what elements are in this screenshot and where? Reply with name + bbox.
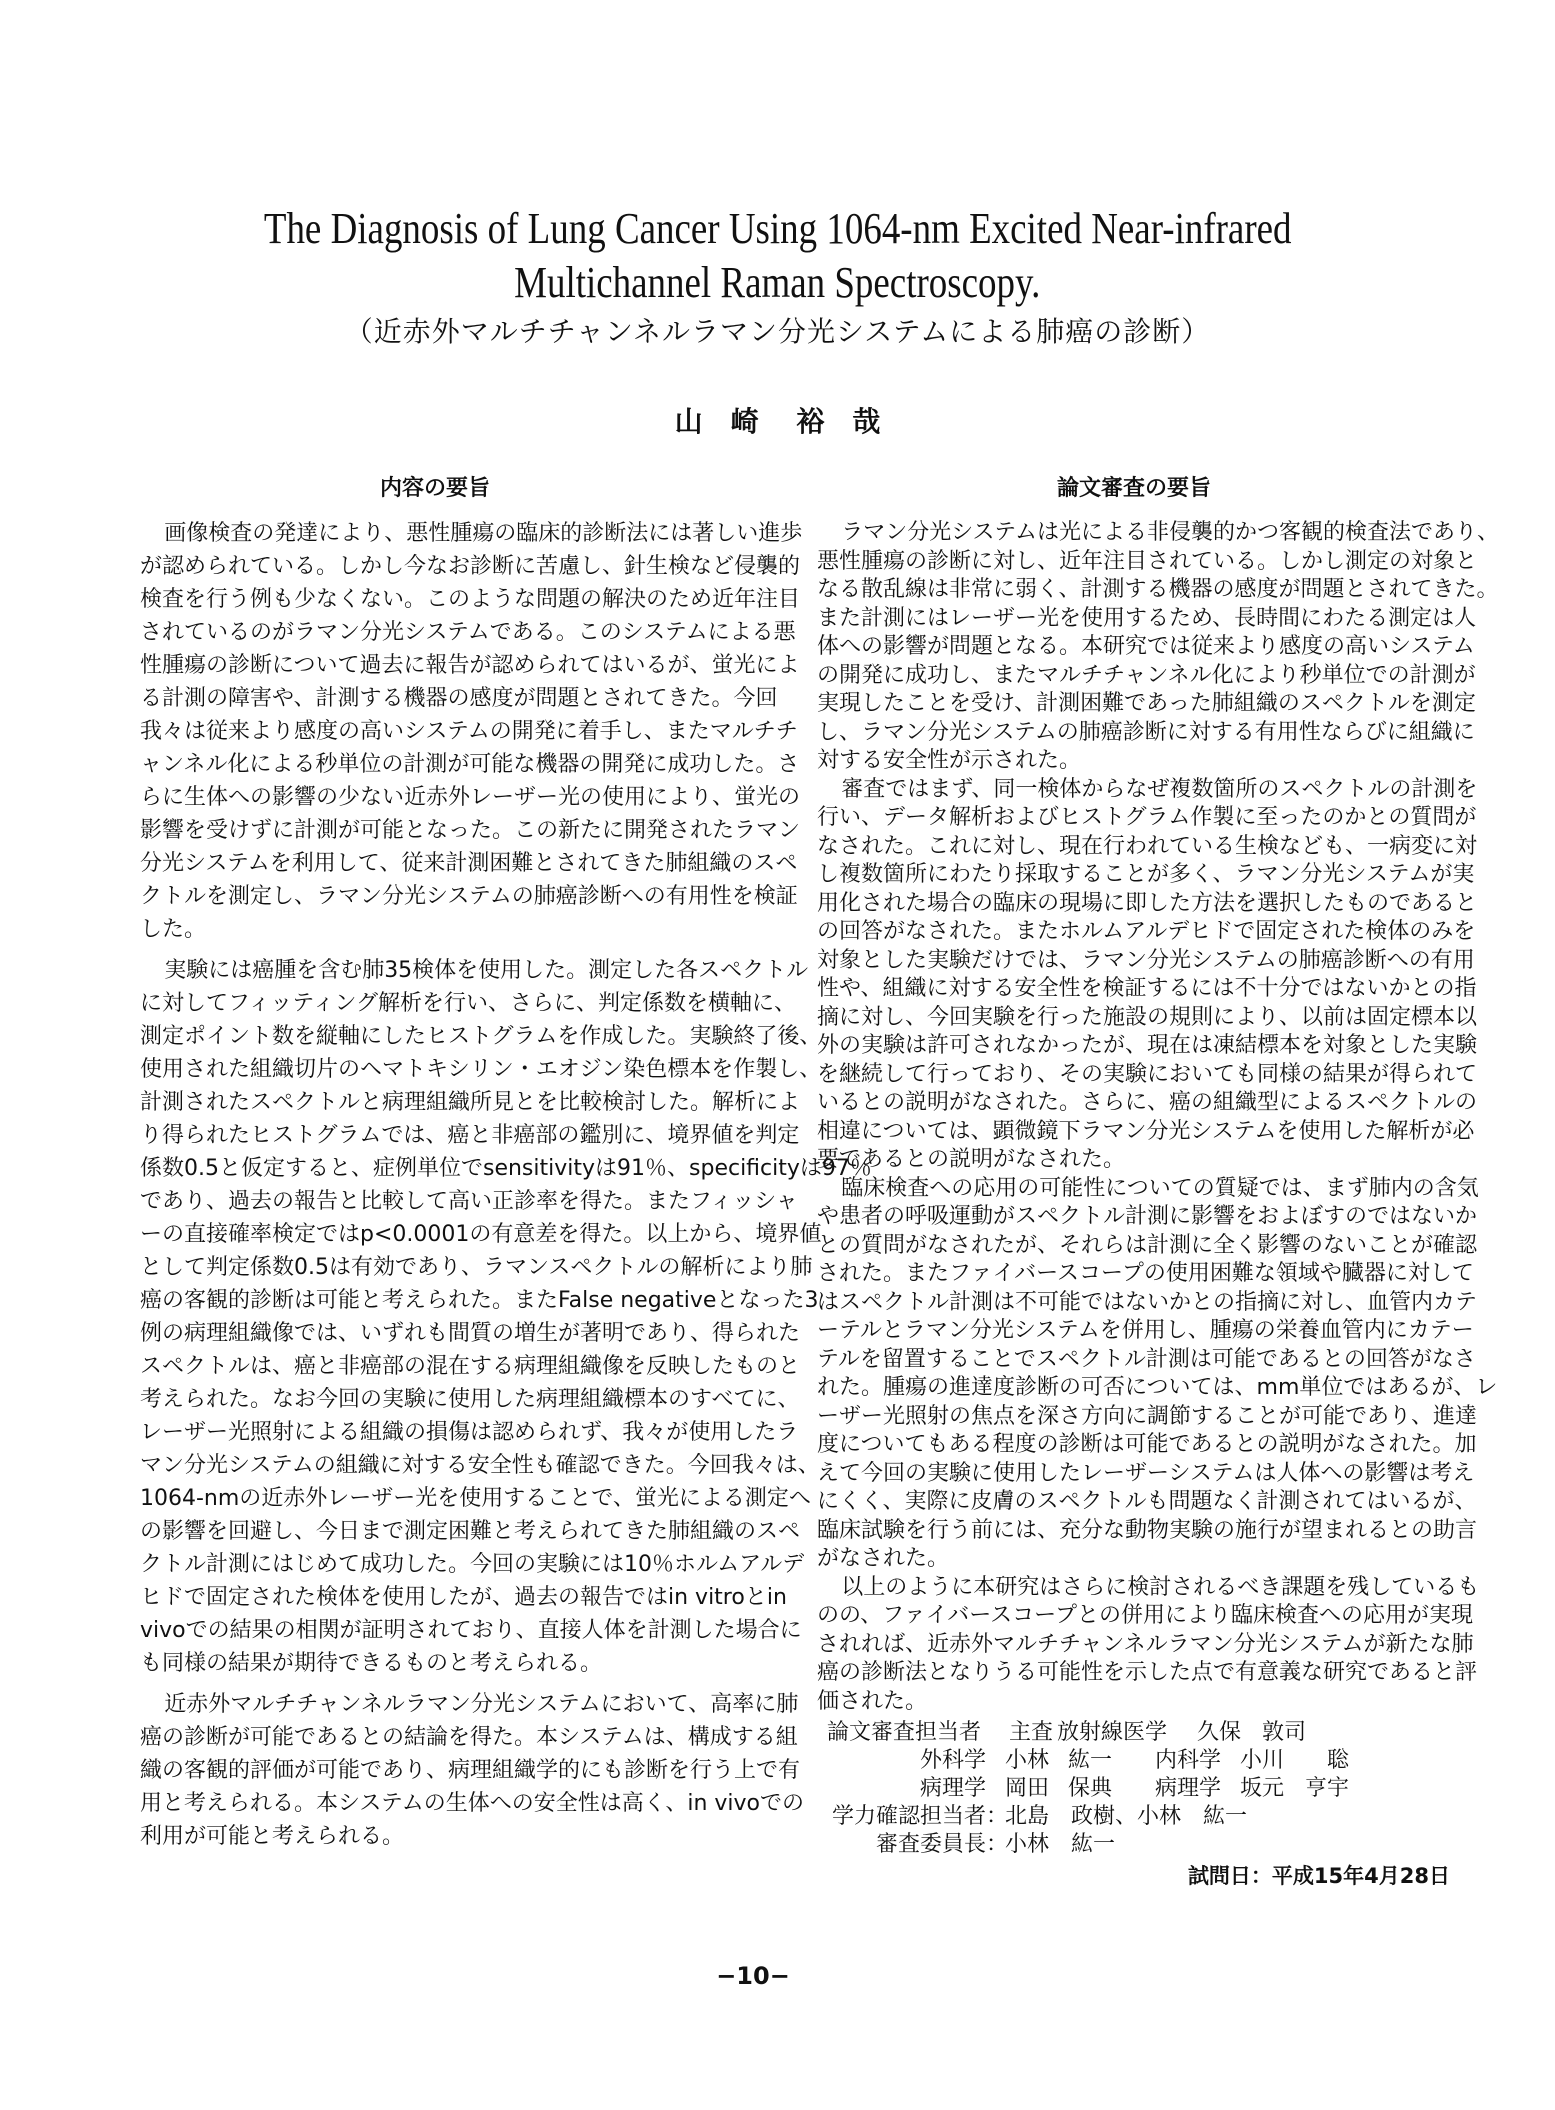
text-line: 価された。 — [817, 1688, 928, 1714]
text-line: 画像検査の発達により、悪性腫瘍の臨床的診断法には著しい進歩 — [164, 521, 803, 546]
committee-role: 主査 — [1009, 1720, 1054, 1745]
text-line: ャンネル化による秒単位の計測が可能な機器の開発に成功した。さ — [140, 752, 800, 777]
author — [0, 400, 1555, 440]
text-line: 実現したことを受け、計測困難であった肺組織のスペクトルを測定 — [817, 691, 1476, 716]
author-given-name: 裕 哉 — [796, 405, 881, 438]
paragraph — [817, 1574, 1480, 1717]
committee-row — [0, 1799, 1555, 1827]
committee-label: 審査委員長： — [876, 1832, 1009, 1857]
committee-family-name: 久保 — [1197, 1720, 1242, 1745]
text-line: 相違については、顕微鏡下ラマン分光システムを使用した解析が必 — [817, 1118, 1475, 1144]
text-line: 癌の診断法となりうる可能性を示した点で有意義な研究であると評 — [817, 1660, 1478, 1685]
text-line: の回答がなされた。またホルムアルデヒドで固定された検体のみを — [817, 919, 1476, 944]
text-line: 測定ポイント数を縦軸にしたヒストグラムを作成した。実験終了後、 — [140, 1024, 822, 1049]
text-line: にくく、実際に皮膚のスペクトルも問題なく計測されてはいるが、 — [817, 1489, 1477, 1514]
committee-names: 小林 紘一 — [1005, 1832, 1116, 1857]
text-line: る計測の障害や、計測する機器の感度が問題とされてきた。今回 — [140, 686, 778, 711]
author-family-name: 山 崎 — [674, 405, 759, 438]
text-line: 係数0.5と仮定すると、症例単位でsensitivityは91％、specificityは97％ — [140, 1156, 872, 1181]
text-line: した。 — [140, 917, 207, 942]
text-line: スペクトルは、癌と非癌部の混在する病理組織像を反映したものと — [140, 1354, 801, 1379]
text-line: また計測にはレーザー光を使用するため、長時間にわたる測定は人 — [817, 605, 1477, 631]
text-line: 外の実験は許可されなかったが、現在は凍結標本を対象とした実験 — [817, 1033, 1478, 1058]
committee-row — [0, 1827, 1555, 1855]
text-line: 用化された場合の臨床の現場に即した方法を選択したものであると — [817, 890, 1478, 916]
text-line: であり、過去の報告と比較して高い正診率を得た。またフィッシャ — [140, 1189, 798, 1214]
text-line: 臨床試験を行う前には、充分な動物実験の施行が望まれるとの助言 — [817, 1517, 1478, 1543]
text-line: し、ラマン分光システムの肺癌診断に対する有用性ならびに組織に — [817, 719, 1475, 745]
summary-column — [140, 517, 872, 1861]
text-line: 要であるとの説明がなされた。 — [817, 1147, 1126, 1172]
review-column — [817, 519, 1499, 1716]
committee-dept: 病理学 — [1155, 1776, 1222, 1801]
title-line-2 — [0, 257, 1555, 308]
text-line: 対象とした実験だけでは、ラマン分光システムの肺癌診断への有用 — [817, 947, 1475, 973]
committee-label: 論文審査担当者 — [827, 1720, 982, 1745]
text-line: 性や、組織に対する安全性を検証するには不十分ではないかとの指 — [817, 976, 1477, 1001]
text-line: ーの直接確率検定ではp<0.0001の有意差を得た。以上から、境界値 — [140, 1222, 822, 1247]
committee-given-name: 紘一 — [1068, 1748, 1113, 1773]
text-line: クトルを測定し、ラマン分光システムの肺癌診断への有用性を検証 — [140, 884, 798, 909]
text-line: 度についてもある程度の診断は可能であるとの説明がなされた。加 — [817, 1432, 1477, 1457]
committee-given-name: 亨宇 — [1305, 1776, 1350, 1801]
paragraph — [140, 954, 872, 1680]
text-line: なる散乱線は非常に弱く、計測する機器の感度が問題とされてきた。 — [817, 577, 1499, 602]
text-line: れた。腫瘍の進達度診断の可否については、mm単位ではあるが、レ — [817, 1375, 1498, 1400]
review-summary-heading: 論文審査の要旨 — [1056, 476, 1211, 501]
japanese-subtitle: （近赤外マルチチャンネルラマン分光システムによる肺癌の診断） — [344, 315, 1211, 348]
text-line: がなされた。 — [817, 1546, 950, 1571]
text-line: 例の病理組織像では、いずれも間質の増生が著明であり、得られた — [140, 1321, 801, 1346]
text-line: いるとの説明がなされた。さらに、癌の組織型によるスペクトルの — [817, 1090, 1478, 1115]
committee-given-name: 敦司 — [1262, 1720, 1307, 1745]
text-line: 審査ではまず、同一検体からなぜ複数箇所のスペクトルの計測を — [841, 776, 1478, 802]
text-line: 性腫瘍の診断について過去に報告が認められてはいるが、蛍光によ — [140, 653, 800, 678]
text-line: らに生体への影響の少ない近赤外レーザー光の使用により、蛍光の — [140, 785, 801, 810]
text-line: 考えられた。なお今回の実験に使用した病理組織標本のすべてに、 — [140, 1387, 800, 1412]
committee-names: 北島 政樹、小林 紘一 — [1005, 1804, 1248, 1829]
text-line: vivoでの結果の相関が証明されており、直接人体を計測した場合に — [140, 1618, 802, 1643]
text-line: 悪性腫瘍の診断に対し、近年注目されている。しかし測定の対象と — [817, 548, 1478, 574]
text-line: 1064-nmの近赤外レーザー光を使用することで、蛍光による測定へ — [140, 1486, 811, 1511]
text-line: マン分光システムの組織に対する安全性も確認できた。今回我々は、 — [140, 1453, 820, 1478]
committee-dept: 内科学 — [1155, 1748, 1222, 1773]
page-number: −10− — [716, 1962, 790, 1990]
text-line: えて今回の実験に使用したレーザーシステムは人体への影響は考え — [817, 1460, 1475, 1486]
text-line: が認められている。しかし今なお診断に苦慮し、針生検など侵襲的 — [140, 554, 801, 579]
text-line: 癌の診断が可能であるとの結論を得た。本システムは、構成する組 — [140, 1725, 798, 1750]
text-line: 摘に対し、今回実験を行った施設の規則により、以前は固定標本以 — [817, 1004, 1478, 1030]
committee-dept: 外科学 — [920, 1748, 987, 1773]
committee-dept: 病理学 — [920, 1776, 987, 1801]
text-line: クトル計測にはじめて成功した。今回の実験には10％ホルムアルデ — [140, 1552, 805, 1577]
text-line: 検査を行う例も少なくない。このような問題の解決のため近年注目 — [140, 587, 801, 612]
text-line: し複数箇所にわたり採取することが多く、ラマン分光システムが実 — [817, 862, 1475, 887]
text-line: 癌の客観的診断は可能と考えられた。またFalse negativeとなった3 — [140, 1288, 819, 1313]
text-line: に対してフィッティング解析を行い、さらに、判定係数を横軸に、 — [140, 991, 797, 1016]
committee-family-name: 岡田 — [1005, 1776, 1050, 1801]
text-line: 使用された組織切片のヘマトキシリン・エオジン染色標本を作製し、 — [140, 1057, 822, 1082]
paragraph — [817, 776, 1478, 1175]
text-line: 行い、データ解析およびヒストグラム作製に至ったのかとの質問が — [817, 805, 1477, 830]
text-line: 利用が可能と考えられる。 — [140, 1824, 405, 1849]
text-line: のの、ファイバースコープとの併用により臨床検査への応用が実現 — [817, 1603, 1474, 1628]
title-line-1 — [0, 203, 1555, 254]
text-line: を継続して行っており、その実験においても同様の結果が得られて — [817, 1061, 1478, 1087]
committee-given-name: 保典 — [1068, 1776, 1113, 1801]
paragraph — [817, 519, 1499, 776]
summary-heading: 内容の要旨 — [379, 476, 490, 501]
text-line: り得られたヒストグラムでは、癌と非癌部の鑑別に、境界値を判定 — [140, 1123, 800, 1148]
text-line: されているのがラマン分光システムである。このシステムによる悪 — [140, 620, 796, 645]
paragraph — [140, 517, 803, 946]
text-line: 分光システムを利用して、従来計測困難とされてきた肺組織のスペ — [140, 851, 798, 876]
text-line: も同様の結果が期待できるものと考えられる。 — [140, 1651, 603, 1676]
committee-row — [0, 1743, 1555, 1771]
text-line: の影響を回避し、今日まで測定困難と考えられてきた肺組織のスペ — [140, 1519, 801, 1544]
committee-row — [0, 1771, 1555, 1799]
text-line: 以上のように本研究はさらに検討されるべき課題を残しているも — [841, 1574, 1480, 1600]
exam-date: 試問日：平成15年4月28日 — [1187, 1864, 1450, 1888]
text-line: 我々は従来より感度の高いシステムの開発に着手し、またマルチチ — [140, 719, 798, 744]
text-line: 体への影響が問題となる。本研究では従来より感度の高いシステム — [817, 634, 1475, 659]
title-text-1: The Diagnosis of Lung Cancer Using 1064-nm Excited Near-infrared — [263, 204, 1292, 253]
text-line: ラマン分光システムは光による非侵襲的かつ客観的検査法であり、 — [841, 520, 1499, 545]
committee-label: 学力確認担当者： — [832, 1804, 1009, 1829]
text-line: テルを留置することでスペクトル計測は可能であるとの回答がなさ — [817, 1346, 1476, 1372]
text-line: 実験には癌腫を含む肺35検体を使用した。測定した各スペクトル — [164, 958, 809, 983]
text-line: との質問がなされたが、それらは計測に全く影響のないことが確認 — [817, 1232, 1478, 1258]
text-line: ヒドで固定された検体を使用したが、過去の報告ではin vitroとin — [140, 1585, 787, 1610]
committee-dept: 放射線医学 — [1057, 1720, 1168, 1745]
title-text-2: Multichannel Raman Spectroscopy. — [514, 258, 1041, 307]
paragraph — [817, 1175, 1498, 1574]
text-line: として判定係数0.5は有効であり、ラマンスペクトルの解析により肺 — [140, 1255, 813, 1280]
text-line: 影響を受けずに計測が可能となった。この新たに開発されたラマン — [140, 818, 801, 843]
text-line: の開発に成功し、またマルチチャンネル化により秒単位での計測が — [817, 662, 1476, 688]
text-line: ーテルとラマン分光システムを併用し、腫瘍の栄養血管内にカテー — [817, 1318, 1474, 1343]
text-line: はスペクトル計測は不可能ではないかとの指摘に対し、血管内カテ — [817, 1289, 1478, 1315]
text-line: 織の客観的評価が可能であり、病理組織学的にも診断を行う上で有 — [140, 1758, 801, 1783]
text-line: 近赤外マルチチャンネルラマン分光システムにおいて、高率に肺 — [164, 1692, 799, 1717]
committee-family-name: 坂元 — [1240, 1776, 1285, 1801]
text-line: された。またファイバースコープの使用困難な領域や臓器に対して — [817, 1261, 1474, 1286]
committee-family-name: 小川 — [1240, 1748, 1285, 1773]
text-line: レーザー光照射による組織の損傷は認められず、我々が使用したラ — [140, 1420, 799, 1445]
committee-given-name: 聡 — [1327, 1748, 1350, 1773]
text-line: されれば、近赤外マルチチャンネルラマン分光システムが新たな肺 — [817, 1631, 1474, 1657]
committee-family-name: 小林 — [1005, 1748, 1050, 1773]
text-line: なされた。これに対し、現在行われている生検なども、一病変に対 — [817, 833, 1478, 859]
text-line: 計測されたスペクトルと病理組織所見とを比較検討した。解析によ — [140, 1090, 801, 1115]
text-line: ーザー光照射の焦点を深さ方向に調節することが可能であり、進達 — [817, 1403, 1478, 1429]
committee-row — [0, 1715, 1555, 1743]
text-line: 臨床検査への応用の可能性についての質疑では、まず肺内の含気 — [841, 1175, 1479, 1201]
text-line: や患者の呼吸運動がスペクトル計測に影響をおよぼすのではないか — [817, 1204, 1478, 1229]
text-line: 用と考えられる。本システムの生体への安全性は高く、in vivoでの — [140, 1791, 805, 1816]
text-line: 対する安全性が示された。 — [817, 748, 1082, 773]
